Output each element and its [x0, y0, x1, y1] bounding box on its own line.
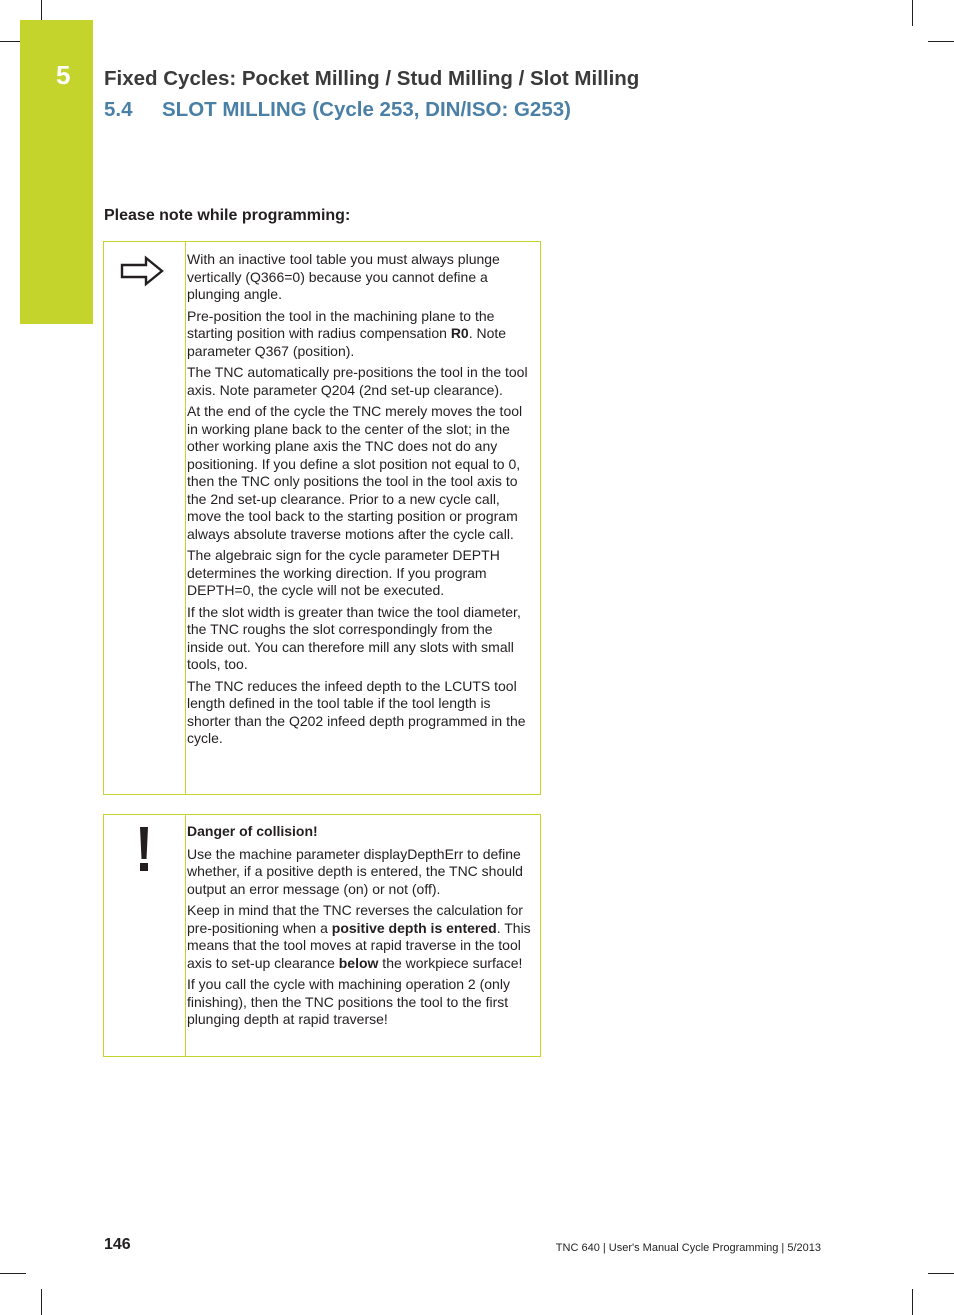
paragraph: The algebraic sign for the cycle parameter DEPTH determines the working direction. If you program DEPTH=0, the cycle will not be executed.: [187, 547, 500, 598]
crop-mark: [41, 1289, 42, 1315]
crop-mark: [912, 1289, 913, 1315]
paragraph: At the end of the cycle the TNC merely moves the tool in working plane back to the center of the slot; in the other working plane axis the TNC does not do any positioning. If you define a slot position not equal to 0, then the TNC only positions the tool in the tool axis to the 2nd set-up clearance. Prior to a new cycle call, move the tool back to the starting position or program always absolute traverse motions after the cycle call.: [187, 403, 523, 542]
crop-mark: [928, 1273, 954, 1274]
box-divider: [185, 815, 186, 1056]
section-number: 5.4: [104, 98, 133, 121]
crop-mark: [0, 1273, 26, 1274]
paragraph: The TNC reduces the infeed depth to the LCUTS tool length defined in the tool table if the tool length is shorter than the Q202 infeed depth programmed in the cycle.: [187, 677, 526, 746]
arrow-right-outline-icon: [118, 254, 166, 293]
chapter-title: Fixed Cycles: Pocket Milling / Stud Milling / Slot Milling: [104, 67, 640, 90]
info-note-box: [103, 241, 541, 795]
info-note-content: [187, 251, 532, 752]
note-heading: Please note while programming:: [104, 207, 351, 224]
page-number: 146: [104, 1236, 131, 1253]
warning-note-box: [103, 814, 541, 1057]
crop-mark: [928, 41, 954, 42]
paragraph: If the slot width is greater than twice the tool diameter, the TNC roughs the slot correspondingly from the inside out. You can therefore mill any slots with small tools, too.: [187, 603, 521, 672]
paragraph: Pre-position the tool in the machining plane to the starting position with radius compensation R0. Note parameter Q367 (position).: [187, 307, 507, 359]
crop-mark: [912, 0, 913, 26]
exclamation-icon: [134, 825, 154, 878]
paragraph: If you call the cycle with machining operation 2 (only finishing), then the TNC positions the tool to the first plunging depth at rapid traverse!: [187, 976, 510, 1027]
box-divider: [185, 242, 186, 794]
section-title: SLOT MILLING (Cycle 253, DIN/ISO: G253): [162, 98, 571, 121]
paragraph: Use the machine parameter displayDepthErr to define whether, if a positive depth is entered, the TNC should output an error message (on) or not (off).: [187, 845, 523, 897]
paragraph: The TNC automatically pre-positions the tool in the tool axis. Note parameter Q204 (2nd set-up clearance).: [187, 364, 528, 398]
footer-text: TNC 640 | User's Manual Cycle Programming | 5/2013: [555, 1242, 821, 1254]
warning-note-content: [187, 823, 532, 1033]
paragraph: Keep in mind that the TNC reverses the calculation for pre-positioning when a positive depth is entered. This means that the tool moves at rapid traverse in the tool axis to set-up clearance below the workpiece surface!: [187, 902, 531, 971]
warning-title: Danger of collision!: [187, 823, 318, 839]
chapter-number: 5: [56, 60, 71, 90]
paragraph: With an inactive tool table you must always plunge vertically (Q366=0) because you cannot define a plunging angle.: [187, 251, 500, 302]
section-heading: [104, 98, 571, 122]
